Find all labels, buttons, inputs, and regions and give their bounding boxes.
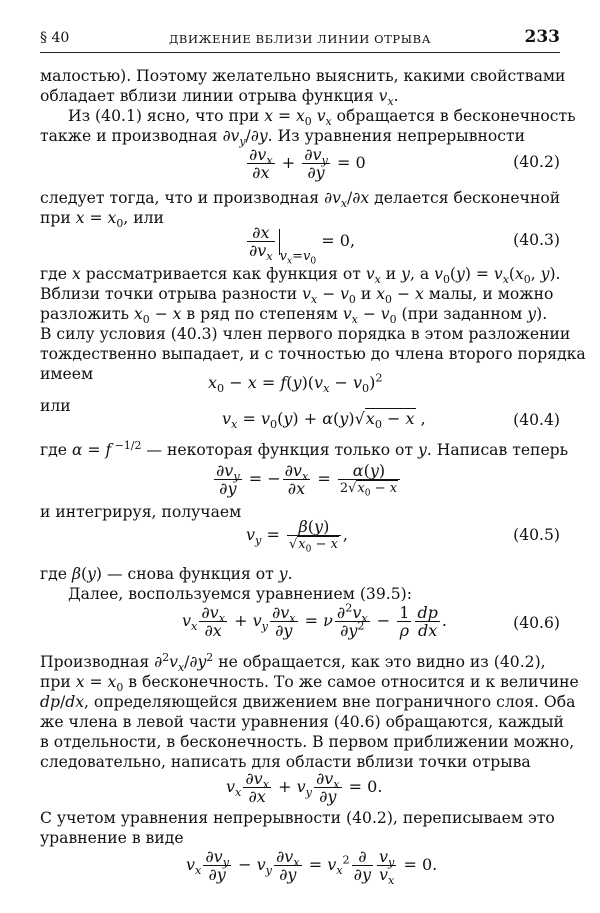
equation-40-2: $\frac{\partial v_x}{\partial x}$ + $\frac{\partial v_y}{\partial y}$ = 0 xyxy=(249,145,366,182)
equation-dvy-dy: $\frac{\partial v_y}{\partial y}$ = − $\frac{\partial v_x}{\partial x}$ = α(y) $2√x_0 - x$ xyxy=(212,462,402,497)
text-line: где x рассматривается как функция от $v_x$ и y, а $v_0(y) = v_x(x_0$, y). xyxy=(40,265,561,287)
text-line: тождественно выпадает, и с точностью до члена второго порядка xyxy=(40,345,586,363)
text-line: в отдельности, в бесконечность. В первом приближении можно, xyxy=(40,733,575,751)
text-line: и интегрируя, получаем xyxy=(40,503,242,521)
equation-number: (40.4) xyxy=(513,411,560,429)
equation-expansion: $x_0 - x = f(y)(v_x - v_0)^2$ xyxy=(208,371,383,396)
text-line: имеем xyxy=(40,365,94,383)
text-line: Из (40.1) ясно, что при $x = x_0$ $v_x$ обращается в бесконечность xyxy=(68,107,576,129)
text-line: где α = f $^{-1/2}$ — некоторая функция только от y. Написав теперь xyxy=(40,438,569,459)
equation-approx: $v_x$ $\frac{\partial v_x}{\partial x}$ + $v_y$ $\frac{\partial v_x}{\partial y}$ = 0. xyxy=(226,769,383,806)
text-line: Далее, воспользуемся уравнением (39.5): xyxy=(68,585,412,603)
equation-40-3: $\frac{\partial x}{\partial v_x}$ $_{v_x=v_0}$ = 0, xyxy=(249,223,356,267)
page-number: 233 xyxy=(524,27,560,47)
equation-number: (40.5) xyxy=(513,526,560,544)
equation-40-4: $v_x = v_0(y) + \alpha(y)√x_0 - x$ , xyxy=(222,409,426,432)
text-line: же члена в левой части уравнения (40.6) обращаются, каждый xyxy=(40,713,564,731)
running-title: ДВИЖЕНИЕ ВБЛИЗИ ЛИНИИ ОТРЫВА xyxy=(168,32,432,46)
header-rule xyxy=(40,52,560,53)
text-line: где β(y) — снова функция от y. xyxy=(40,565,293,583)
text-line: В силу условия (40.3) член первого порядка в этом разложении xyxy=(40,325,571,343)
text-line: также и производная $\partial v_y/\partial y$. Из уравнения непрерывности xyxy=(40,127,526,149)
running-header xyxy=(40,27,560,52)
equation-number: (40.3) xyxy=(513,231,560,249)
text-line: следует тогда, что и производная $\partial v_x/\partial x$ делается бесконечной xyxy=(40,189,561,211)
text-line: следовательно, написать для области вблизи точки отрыва xyxy=(40,753,531,771)
text-line: уравнение в виде xyxy=(40,829,184,847)
text-line: dp/dx, определяющейся движением вне пограничного слоя. Оба xyxy=(40,693,576,711)
section-label: § 40 xyxy=(40,30,70,46)
text-line: С учетом уравнения непрерывности (40.2), переписываем это xyxy=(40,809,555,827)
text-line: или xyxy=(40,397,71,415)
equation-40-5: $v_y$ = β(y) $√x_0 - x$ , xyxy=(246,517,348,555)
text-line: при $x = x_0$ в бесконечность. То же самое относится и к величине xyxy=(40,673,579,695)
text-line: Вблизи точки отрыва разности $v_x - v_0$ и $x_0 - x$ малы, и можно xyxy=(40,285,554,307)
text-line: при $x = x_0$, или xyxy=(40,209,164,231)
text-line: малостью). Поэтому желательно выяснить, какими свойствами xyxy=(40,67,566,85)
equation-number: (40.6) xyxy=(513,614,560,632)
equation-number: (40.2) xyxy=(513,153,560,171)
equation-rewritten: $v_x$ $\frac{\partial v_y}{\partial y}$ − $v_y$ $\frac{\partial v_x}{\partial y}$ = $v_x^2$ ∂ ∂y $\frac{v_y}{v_x}$ = 0. xyxy=(186,847,438,888)
equation-40-6: $v_x$ $\frac{\partial v_x}{\partial x}$ + $v_y$ $\frac{\partial v_x}{\partial y}$ = ν $\frac{\partial^2v_x}{\partial y^2}$ − $\frac{1}{\rho}$ $\frac{dp}{dx}$ . xyxy=(182,601,448,640)
text-line: разложить $x_0 - x$ в ряд по степеням $v_x - v_0$ (при заданном y). xyxy=(40,305,548,327)
text-line: обладает вблизи линии отрыва функция $v_x$. xyxy=(40,87,399,109)
text-line: Производная $\partial^2v_x/\partial y^2$ не обращается, как это видно из (40.2), xyxy=(40,650,546,675)
